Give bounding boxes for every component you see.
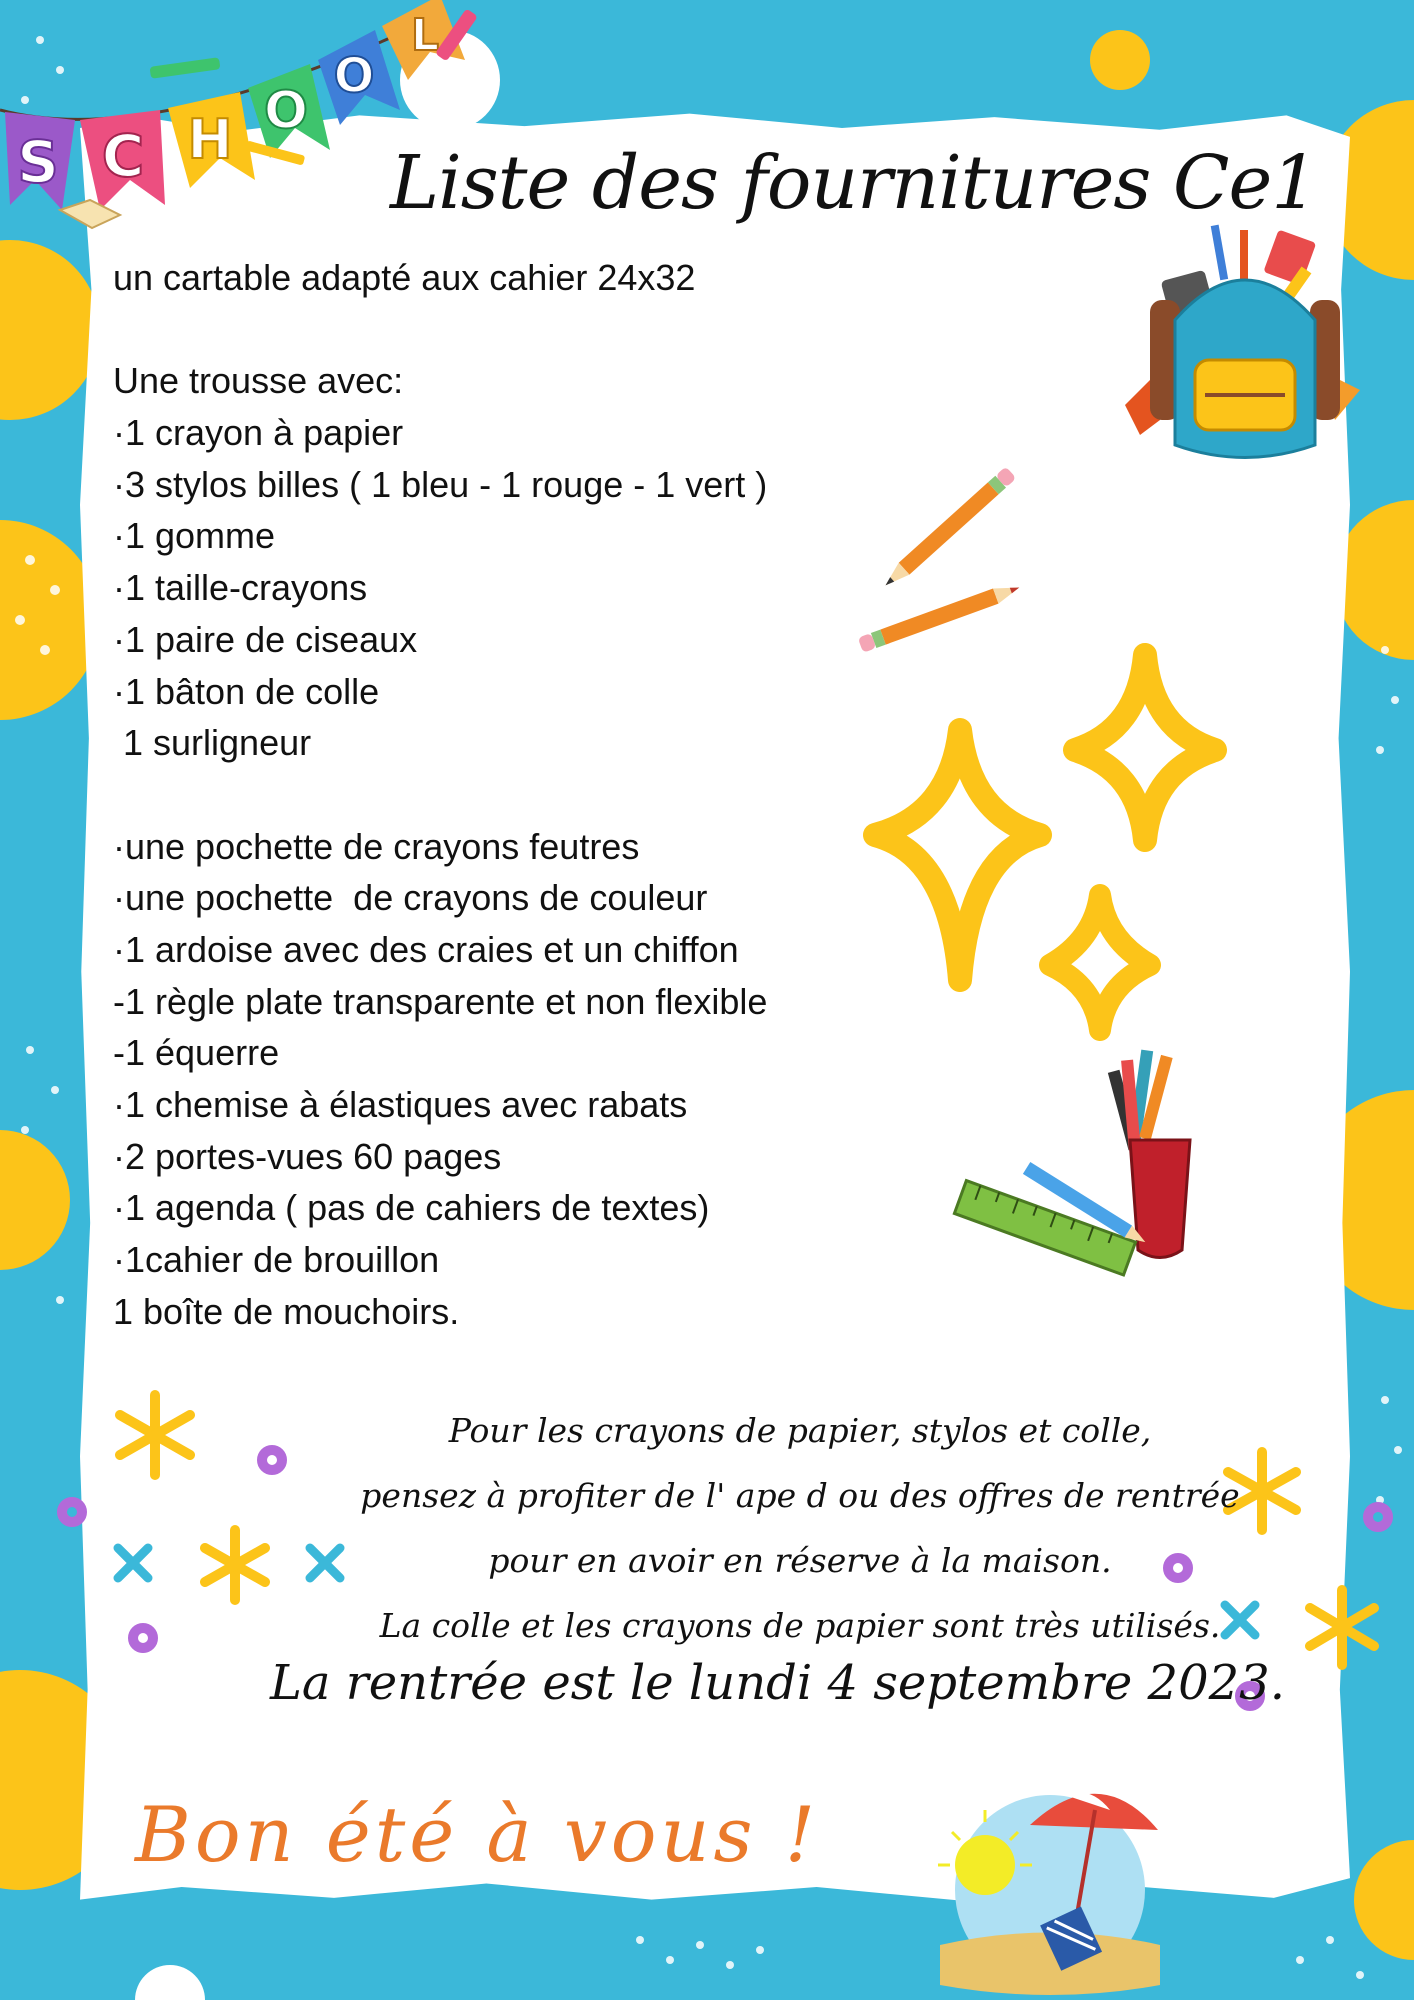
banner-letter-s: S [17,128,59,196]
list-item: ·1 bâton de colle [113,670,380,712]
banner-letter-o2: O [333,48,375,104]
list-item: ·1 paire de ciseaux [113,618,418,660]
list-item: ·une pochette de crayons de couleur [113,877,708,919]
flag-h [168,92,255,188]
list-item: ·1 chemise à élastiques avec rabats [113,1084,688,1125]
list-heading: Une trousse avec: [113,360,404,402]
list-item: un cartable adapté aux cahier 24x32 [113,257,696,298]
backpack-icon [1120,220,1370,480]
list-spacer [113,769,767,821]
banner-letter-c: C [101,122,145,190]
note-paragraph [300,1398,1300,1658]
list-item: ·1 ardoise avec des craies et un chiffon [113,928,739,970]
list-item: ·1 agenda ( pas de cahiers de textes) [113,1187,710,1229]
list-item: ·1cahier de brouillon [113,1239,440,1281]
note-line: La colle et les crayons de papier sont très utilisés. [379,1606,1221,1645]
list-item: ·2 portes-vues 60 pages [113,1135,502,1177]
page-title: Liste des fournitures Ce1 [390,140,1318,226]
list-item: ·1 gomme [113,515,276,557]
beach-illustration [930,1770,1170,2000]
sparkles-icon [830,640,1250,1060]
list-item: ·1 crayon à papier [113,412,404,454]
list-item: ·3 stylos billes ( 1 bleu - 1 rouge - 1 vert ) [113,463,768,505]
list-item: ·1 taille-crayons [113,567,368,609]
flag-c [80,110,165,210]
school-start-date: La rentrée est le lundi 4 septembre 2023. [270,1655,1285,1711]
asterisk-icon [120,1395,190,1475]
yellow-blob [1090,30,1150,90]
open-book-icon [60,200,120,228]
list-item: -1 équerre [113,1032,280,1074]
flag-s [5,112,75,210]
list-item: 1 boîte de mouchoirs. [113,1290,460,1332]
farewell-message: Bon été à vous ! [135,1790,820,1879]
supply-list [113,252,767,1337]
note-line: Pour les crayons de papier, stylos et colle, [448,1411,1152,1450]
note-line: pour en avoir en réserve à la maison. [488,1541,1112,1580]
banner-letter-o1: O [263,81,309,141]
banner-letter-h: H [187,108,233,171]
list-item: -1 règle plate transparente et non flexible [113,980,768,1022]
pencil-cup-icon [950,1030,1230,1310]
asterisk-icon [1310,1590,1374,1665]
flag-o2 [318,30,400,125]
list-item: ·une pochette de crayons feutres [113,825,640,867]
asterisk-icon [205,1530,265,1600]
note-line: pensez à profiter de l' ape d ou des offres de rentrée [360,1476,1240,1515]
list-spacer [113,304,767,356]
list-item: 1 surligneur [113,722,312,764]
banner-letter-l: L [410,10,440,61]
